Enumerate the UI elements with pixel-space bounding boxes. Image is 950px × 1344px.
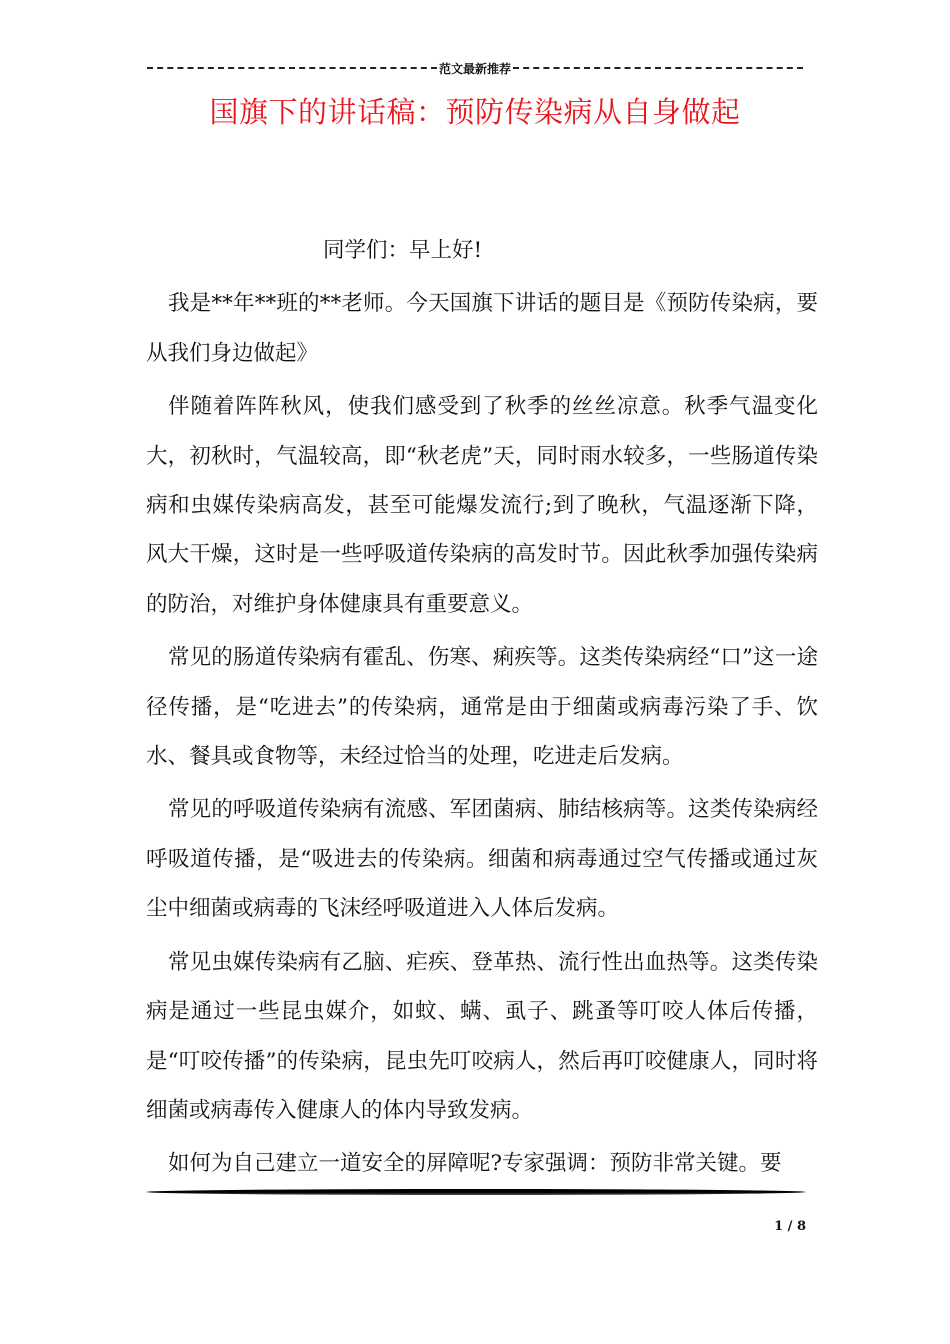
paragraph: 如何为自己建立一道安全的屏障呢?专家强调：预防非常关键。要 (168, 1151, 782, 1177)
page-number: 1 / 8 (774, 1219, 806, 1234)
document-body (146, 226, 818, 1193)
document-title: 国旗下的讲话稿：预防传染病从自身做起 (209, 95, 741, 129)
header-dash-left (147, 67, 437, 69)
header-label: 范文最新推荐 (439, 61, 512, 76)
footer-divider (146, 1189, 806, 1195)
greeting: 同学们：早上好! (323, 238, 483, 263)
paragraph: 我是**年**班的**老师。今天国旗下讲话的题目是《预防传染病，要从我们身边做起》 (146, 291, 818, 366)
paragraph: 常见虫媒传染病有乙脑、疟疾、登革热、流行性出血热等。这类传染病是通过一些昆虫媒介，如蚊、螨、虱子、跳蚤等叮咬人体后传播，是“叮咬传播”的传染病，昆虫先叮咬病人，然后再叮咬健康人，同时将细菌或病毒传入健康人的体内导致发病。 (146, 949, 818, 1123)
paragraph: 常见的呼吸道传染病有流感、军团菌病、肺结核病等。这类传染病经呼吸道传播，是“吸进去的传染病。细菌和病毒通过空气传播或通过灰尘中细菌或病毒的飞沫经呼吸道进入人体后发病。 (146, 797, 818, 922)
paragraph: 常见的肠道传染病有霍乱、伤寒、痢疾等。这类传染病经“口”这一途径传播，是“吃进去”的传染病，通常是由于细菌或病毒污染了手、饮水、餐具或食物等，未经过恰当的处理，吃进走后发病。 (146, 645, 818, 770)
page-header (147, 60, 803, 76)
paragraph: 伴随着阵阵秋风，使我们感受到了秋季的丝丝凉意。秋季气温变化大，初秋时，气温较高，即“秋老虎”天，同时雨水较多，一些肠道传染病和虫媒传染病高发，甚至可能爆发流行;到了晚秋，气温逐渐下降，风大干燥，这时是一些呼吸道传染病的高发时节。因此秋季加强传染病的防治，对维护身体健康具有重要意义。 (146, 394, 818, 617)
header-dash-right (513, 67, 803, 69)
